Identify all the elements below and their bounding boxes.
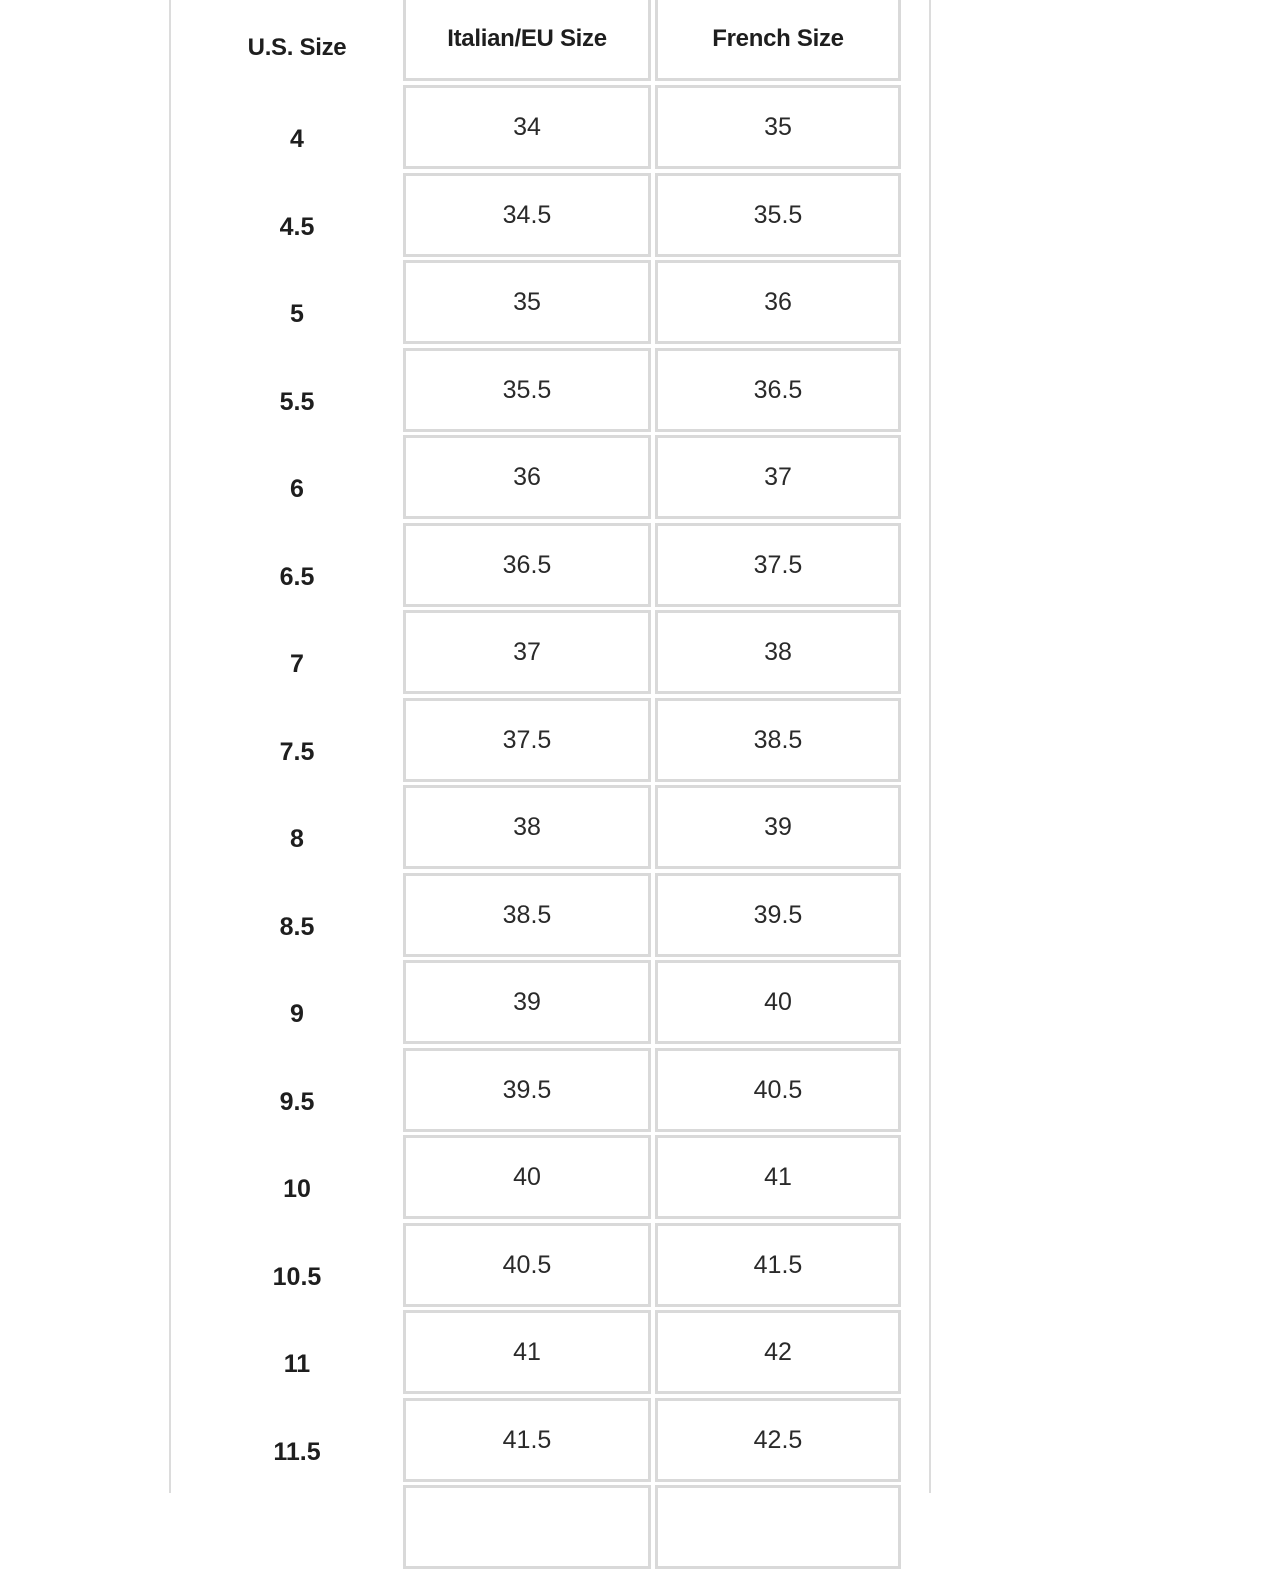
french-size-cell: 36 [655, 260, 901, 344]
header-french-size: French Size [655, 0, 901, 81]
eu-size-cell: 36 [403, 435, 651, 519]
eu-size-cell: 38.5 [403, 873, 651, 957]
french-size-cell: 42.5 [655, 1398, 901, 1482]
us-size-value: 11 [283, 1350, 311, 1378]
eu-size-cell: 41 [403, 1310, 651, 1394]
french-size-cell: 40.5 [655, 1048, 901, 1132]
french-size-cell: 37.5 [655, 523, 901, 607]
us-size-value: 8 [290, 825, 304, 853]
french-size-cell: 35.5 [655, 173, 901, 257]
french-size-cell: 40 [655, 960, 901, 1044]
eu-size-cell: 40.5 [403, 1223, 651, 1307]
french-size-cell: 39 [655, 785, 901, 869]
eu-size-cell: 36.5 [403, 523, 651, 607]
eu-size-cell: 37 [403, 610, 651, 694]
eu-size-cell: 37.5 [403, 698, 651, 782]
us-size-value: 10.5 [272, 1262, 322, 1291]
french-size-cell [655, 1485, 901, 1569]
eu-size-cell: 39 [403, 960, 651, 1044]
us-size-value: 9 [290, 1000, 304, 1028]
french-size-cell: 41.5 [655, 1223, 901, 1307]
us-size-value: 5.5 [279, 387, 315, 416]
french-size-cell: 36.5 [655, 348, 901, 432]
eu-size-cell: 40 [403, 1135, 651, 1219]
eu-size-cell: 38 [403, 785, 651, 869]
eu-size-cell: 34 [403, 85, 651, 169]
eu-size-cell: 39.5 [403, 1048, 651, 1132]
eu-size-cell: 34.5 [403, 173, 651, 257]
french-size-cell: 35 [655, 85, 901, 169]
us-size-value: 9.5 [279, 1087, 315, 1116]
eu-size-cell [403, 1485, 651, 1569]
us-size-value: 4.5 [279, 212, 315, 241]
french-size-cell: 41 [655, 1135, 901, 1219]
size-chart-frame [169, 0, 931, 1493]
us-size-value: 6 [290, 475, 304, 503]
french-size-cell: 37 [655, 435, 901, 519]
eu-size-cell: 41.5 [403, 1398, 651, 1482]
us-size-value: 6.5 [279, 562, 315, 591]
us-size-value: 5 [290, 300, 304, 328]
eu-size-cell: 35 [403, 260, 651, 344]
us-size-value: 7.5 [279, 737, 315, 766]
us-size-value: 8.5 [279, 912, 315, 941]
french-size-cell: 42 [655, 1310, 901, 1394]
header-us-size: U.S. Size [247, 34, 347, 61]
us-size-value: 4 [290, 125, 304, 153]
eu-size-cell: 35.5 [403, 348, 651, 432]
french-size-cell: 39.5 [655, 873, 901, 957]
french-size-cell: 38.5 [655, 698, 901, 782]
header-eu-size: Italian/EU Size [403, 0, 651, 81]
us-size-value: 7 [290, 650, 304, 678]
size-conversion-table [171, 0, 929, 1493]
us-size-value: 11.5 [273, 1437, 321, 1466]
us-size-value: 10 [283, 1175, 311, 1203]
french-size-cell: 38 [655, 610, 901, 694]
